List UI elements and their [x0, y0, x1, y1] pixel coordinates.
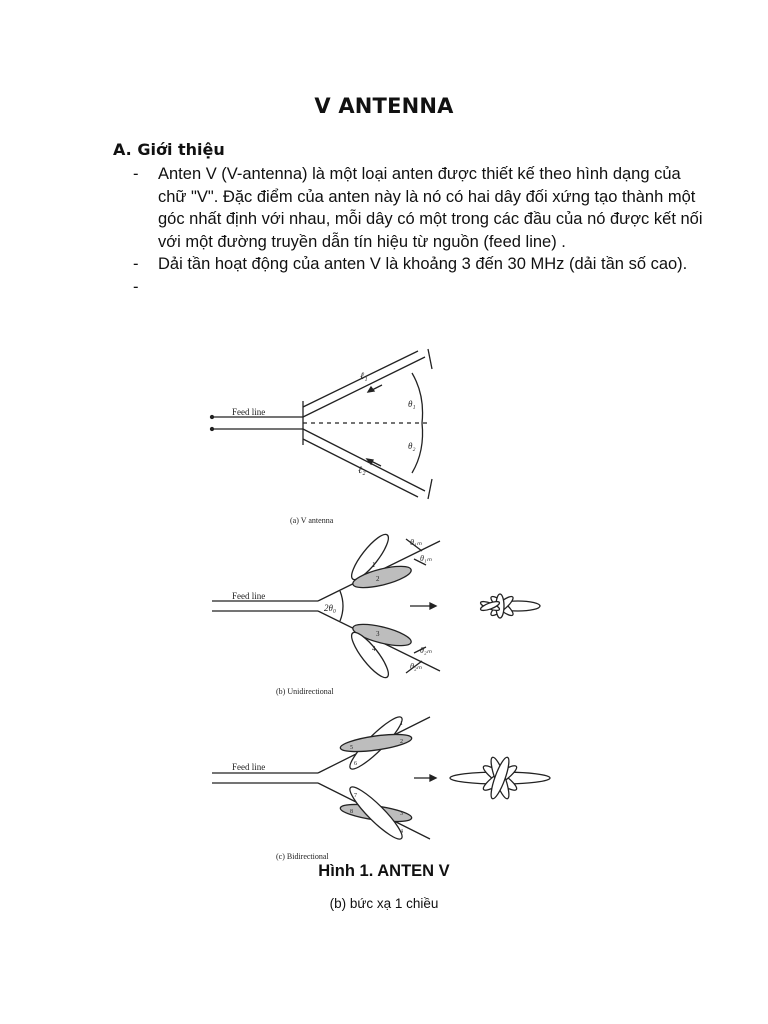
bullet-marker: -	[133, 277, 139, 296]
bullet-marker: -	[133, 165, 139, 183]
lobe-number: 7	[354, 793, 357, 799]
lobe-number: 3	[376, 630, 380, 638]
lobe-number: 8	[350, 809, 353, 815]
arrow-head	[430, 775, 436, 781]
lobe-number: 1	[400, 721, 403, 727]
section-heading: A. Giới thiệu	[113, 140, 225, 159]
feed-line-label: Feed line	[232, 407, 266, 417]
feed-terminal	[211, 416, 214, 419]
arrow-head	[430, 603, 436, 609]
panel-c-caption: (c) Bidirectional	[276, 852, 329, 861]
angle-label: 2θ₀	[324, 603, 337, 613]
bullet-list	[113, 163, 703, 296]
v-antenna-figure	[200, 345, 700, 865]
lobe-number: 4	[372, 645, 376, 653]
dimension-tick	[428, 479, 432, 499]
theta1-label: θ₁	[408, 399, 416, 409]
unidirectional-polar-pattern	[480, 594, 540, 618]
lobe-number: 2	[376, 575, 380, 583]
theta2-label: θ₂	[408, 441, 416, 451]
v-arm-upper	[303, 357, 425, 417]
feed-line-label: Feed line	[232, 591, 266, 601]
panel-a-v-antenna	[211, 349, 433, 499]
panel-c-bidirectional	[212, 712, 550, 844]
figure-caption-subtitle: (b) bức xạ 1 chiều	[329, 896, 439, 911]
lobe-number: 1	[372, 561, 376, 569]
lobe-number: 5	[350, 745, 353, 751]
bullet-text: Dải tần hoạt động của anten V là khoảng 3 đến 30 MHz (dải tần số cao).	[158, 255, 688, 273]
l1-label: ℓ₁	[360, 371, 368, 382]
lobe-number: 4	[400, 829, 403, 835]
theta-m-label: θ₂ₘ	[420, 646, 432, 655]
theta-m-label: θ₁ₘ	[410, 538, 422, 547]
angle-arc	[340, 591, 343, 621]
dimension-tick	[428, 349, 432, 369]
feed-terminal	[211, 428, 214, 431]
bullet-marker: -	[133, 255, 139, 273]
bidirectional-polar-pattern	[450, 756, 550, 801]
panel-b-unidirectional	[212, 530, 540, 682]
theta-m-label: θ₁ₘ	[420, 554, 432, 563]
panel-b-caption: (b) Unidirectional	[276, 687, 334, 696]
feed-line-label: Feed line	[232, 762, 266, 772]
figure-caption-title: Hình 1. ANTEN V	[318, 862, 450, 880]
bullet-item	[113, 253, 703, 276]
arrow-head	[368, 387, 374, 392]
panel-a-caption: (a) V antenna	[290, 516, 334, 525]
bullet-item	[113, 163, 703, 253]
document-title: V ANTENNA	[314, 94, 454, 118]
lobe-number: 2	[400, 739, 403, 745]
v-arm-lower	[303, 429, 425, 491]
lobe-number: 3	[400, 811, 403, 817]
l2-label: ℓ₂	[358, 465, 366, 476]
theta-m-label: θ₂ₘ	[410, 662, 422, 671]
theta1-arc	[412, 373, 423, 423]
lobe-number: 6	[354, 761, 357, 767]
bullet-text: Anten V (V-antenna) là một loại anten được thiết kế theo hình dạng của chữ "V". Đặc điểm của anten này là nó có hai dây đối xứng tạo thành một góc nhất định với nhau, mỗi dây có một trong các đầu của nó được kết nối với một đường truyền dẫn tín hiệu từ nguồn (feed line) .	[158, 165, 703, 251]
